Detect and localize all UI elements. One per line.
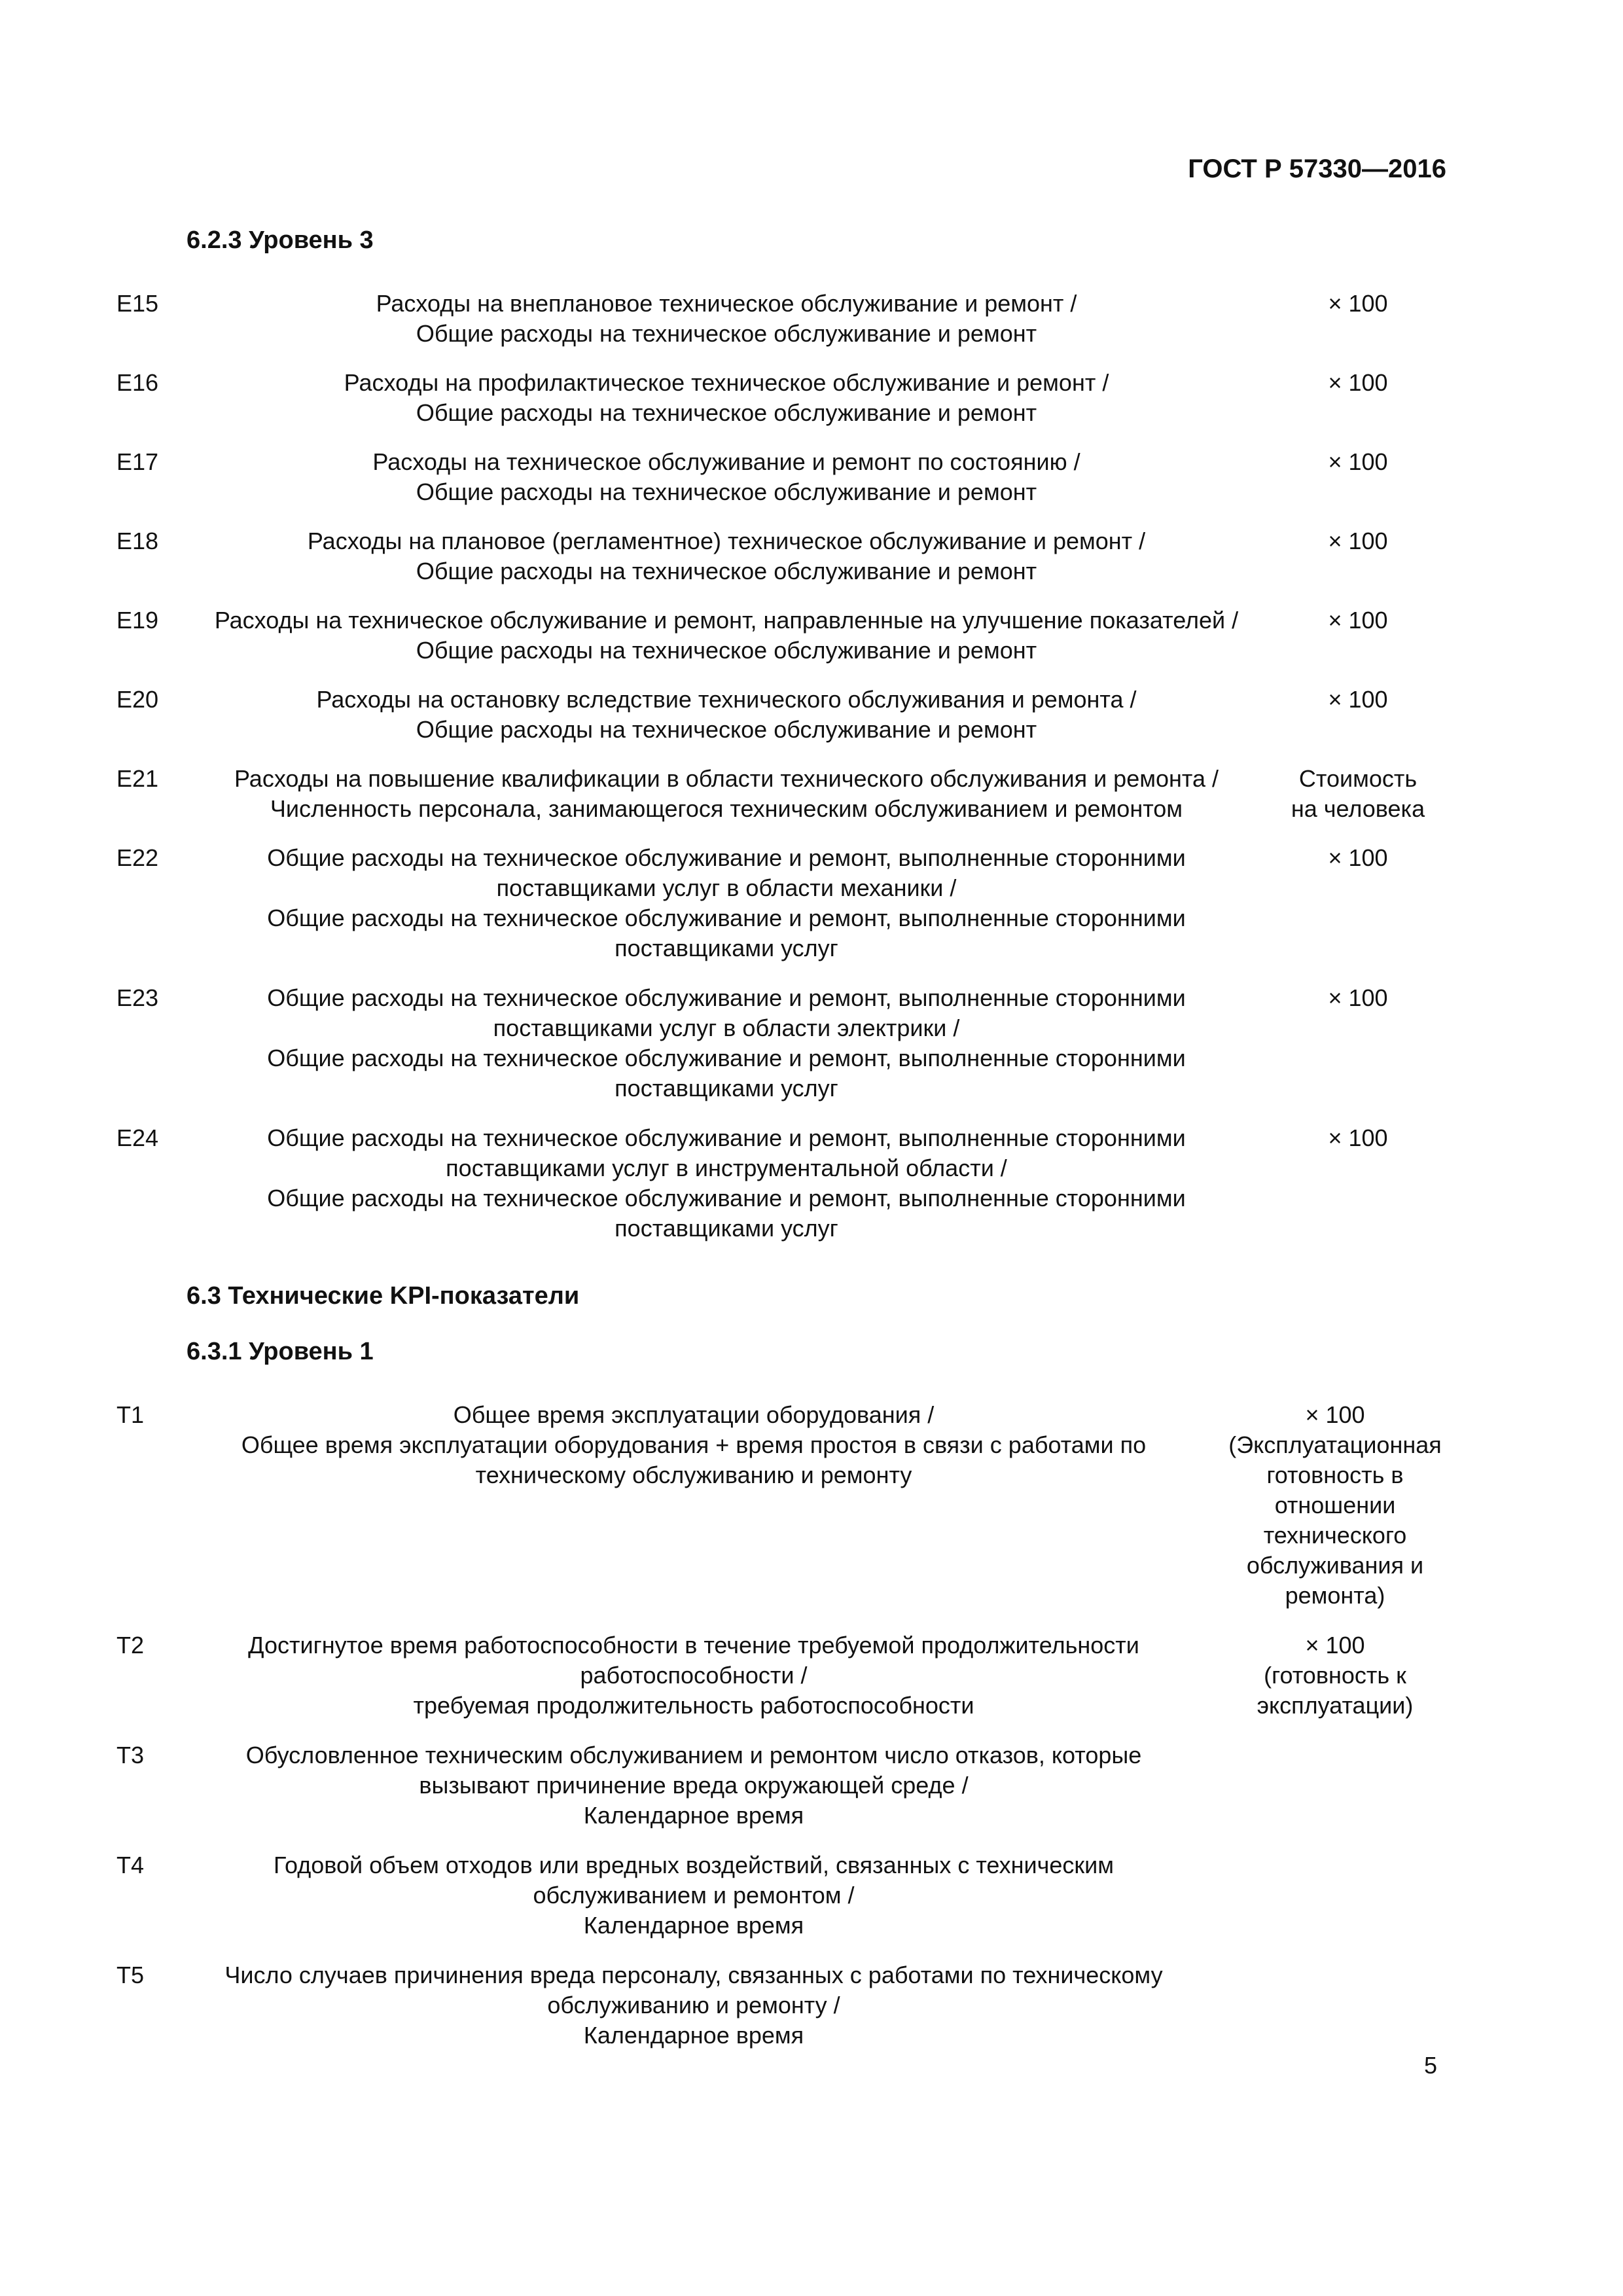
unit-line: обслуживания и (1246, 1552, 1424, 1579)
kpi-code: E19 (116, 607, 159, 634)
unit-line: (Эксплуатационная (1228, 1431, 1442, 1458)
formula-line: Расходы на остановку вследствие технического обслуживания и ремонта / (316, 686, 1137, 713)
formula-line: Общие расходы на техническое обслуживание и ремонт (416, 399, 1037, 426)
kpi-formula (190, 1123, 1263, 1244)
kpi-formula (190, 1400, 1198, 1490)
kpi-row-e24 (111, 1123, 1446, 1263)
kpi-code: E23 (116, 984, 159, 1011)
kpi-formula (190, 764, 1263, 824)
formula-line: поставщиками услуг (615, 1215, 838, 1242)
kpi-row-e20 (111, 685, 1446, 764)
formula-line: Календарное время (583, 1912, 804, 1939)
formula-line: Расходы на профилактическое техническое обслуживание и ремонт / (344, 369, 1109, 396)
kpi-code: E15 (116, 290, 159, 317)
formula-line: Расходы на техническое обслуживание и ремонт по состоянию / (372, 448, 1080, 475)
kpi-unit (1270, 526, 1446, 556)
unit-line: (готовность к (1264, 1662, 1406, 1689)
heading-tech-level1: 6.3.1 Уровень 1 (187, 1338, 374, 1365)
kpi-formula (190, 447, 1263, 507)
formula-line: поставщиками услуг в области механики / (496, 874, 957, 901)
page-number: 5 (1423, 2052, 1437, 2079)
kpi-formula (190, 685, 1263, 745)
formula-line: Общие расходы на техническое обслуживание и ремонт (416, 558, 1037, 584)
kpi-row-e23 (111, 983, 1446, 1123)
kpi-unit (1270, 605, 1446, 636)
kpi-formula (190, 1630, 1198, 1721)
formula-line: Общие расходы на техническое обслуживание и ремонт (416, 716, 1037, 743)
kpi-formula (190, 605, 1263, 666)
formula-line: Обусловленное техническим обслуживанием и ремонтом число отказов, которые (245, 1742, 1142, 1768)
kpi-code: T4 (116, 1852, 145, 1878)
heading-technical-kpi: 6.3 Технические KPI-показатели (187, 1282, 580, 1310)
kpi-code: E17 (116, 448, 159, 475)
unit-line: × 100 (1305, 1632, 1365, 1659)
kpi-code: E21 (116, 765, 159, 792)
formula-line: Общие расходы на техническое обслуживание и ремонт, выполненные сторонними (267, 1124, 1186, 1151)
formula-line: Общие расходы на техническое обслуживание и ремонт, выполненные сторонними (267, 1045, 1186, 1071)
kpi-row-e18 (111, 526, 1446, 605)
kpi-row-e19 (111, 605, 1446, 685)
formula-line: Численность персонала, занимающегося техническим обслуживанием и ремонтом (270, 795, 1183, 822)
unit-line: Стоимость (1298, 765, 1418, 792)
kpi-code: T2 (116, 1632, 145, 1659)
kpi-unit (1270, 843, 1446, 873)
unit-line: × 100 (1328, 1124, 1388, 1151)
kpi-row-e21 (111, 764, 1446, 843)
kpi-formula (190, 843, 1263, 963)
kpi-formula (190, 368, 1263, 428)
formula-line: обслуживанию и ремонту / (547, 1992, 840, 2018)
formula-line: Общие расходы на техническое обслуживание и ремонт (416, 320, 1037, 347)
kpi-list-e (111, 289, 1446, 1263)
formula-line: техническому обслуживанию и ремонту (475, 1462, 912, 1488)
formula-line: поставщиками услуг (615, 935, 838, 961)
formula-line: Календарное время (583, 2022, 804, 2049)
unit-line: × 100 (1328, 448, 1388, 475)
unit-line: отношении (1274, 1492, 1396, 1518)
formula-line: Календарное время (583, 1802, 804, 1829)
kpi-row-t2 (111, 1630, 1446, 1740)
kpi-code: E20 (116, 686, 159, 713)
kpi-unit (1270, 685, 1446, 715)
formula-line: Общие расходы на техническое обслуживание и ремонт, выполненные сторонними (267, 844, 1186, 871)
unit-line: × 100 (1328, 844, 1388, 871)
kpi-formula (190, 983, 1263, 1103)
formula-line: поставщиками услуг (615, 1075, 838, 1102)
formula-line: Расходы на плановое (регламентное) техническое обслуживание и ремонт / (307, 528, 1146, 554)
kpi-code: T5 (116, 1962, 145, 1988)
formula-line: работоспособности / (580, 1662, 808, 1689)
formula-line: Общие расходы на техническое обслуживание и ремонт (416, 478, 1037, 505)
formula-line: поставщиками услуг в области электрики / (493, 1014, 960, 1041)
unit-line: × 100 (1328, 528, 1388, 554)
kpi-row-t3 (111, 1740, 1446, 1850)
kpi-formula (190, 1960, 1198, 2051)
unit-line: на человека (1291, 795, 1425, 822)
formula-line: Общие расходы на техническое обслуживание и ремонт (416, 637, 1037, 664)
formula-line: Общее время эксплуатации оборудования + время простоя в связи с работами по (241, 1431, 1147, 1458)
formula-line: поставщиками услуг в инструментальной области / (446, 1155, 1007, 1181)
formula-line: Расходы на техническое обслуживание и ремонт, направленные на улучшение показателей / (214, 607, 1239, 634)
kpi-formula (190, 289, 1263, 349)
formula-line: вызывают причинение вреда окружающей среде / (419, 1772, 969, 1799)
formula-line: Годовой объем отходов или вредных воздействий, связанных с техническим (273, 1852, 1115, 1878)
unit-line: ремонта) (1285, 1582, 1385, 1609)
kpi-code: E22 (116, 844, 159, 871)
unit-line: готовность в (1266, 1462, 1404, 1488)
kpi-code: E18 (116, 528, 159, 554)
unit-line: × 100 (1328, 369, 1388, 396)
kpi-unit (1270, 983, 1446, 1013)
kpi-row-e17 (111, 447, 1446, 526)
unit-line: технического (1263, 1522, 1407, 1549)
kpi-code: T3 (116, 1742, 145, 1768)
kpi-row-t5 (111, 1960, 1446, 2070)
formula-line: Расходы на повышение квалификации в области технического обслуживания и ремонта / (234, 765, 1219, 792)
unit-line: × 100 (1328, 686, 1388, 713)
formula-line: Общее время эксплуатации оборудования / (453, 1401, 935, 1428)
kpi-row-t1 (111, 1400, 1446, 1630)
formula-line: Общие расходы на техническое обслуживание и ремонт, выполненные сторонними (267, 905, 1186, 931)
formula-line: Общие расходы на техническое обслуживание и ремонт, выполненные сторонними (267, 1185, 1186, 1211)
kpi-code: E24 (116, 1124, 159, 1151)
formula-line: обслуживанием и ремонтом / (533, 1882, 855, 1909)
unit-line: × 100 (1328, 607, 1388, 634)
kpi-code: T1 (116, 1401, 145, 1428)
heading-level3: 6.2.3 Уровень 3 (187, 226, 374, 254)
kpi-formula (190, 1740, 1198, 1831)
kpi-unit (1270, 1123, 1446, 1153)
unit-line: × 100 (1328, 984, 1388, 1011)
formula-line: Достигнутое время работоспособности в течение требуемой продолжительности (248, 1632, 1139, 1659)
kpi-row-e15 (111, 289, 1446, 368)
kpi-formula (190, 526, 1263, 586)
kpi-row-e16 (111, 368, 1446, 447)
doc-code: ГОСТ Р 57330—2016 (1188, 154, 1446, 183)
formula-line: Число случаев причинения вреда персоналу, связанных с работами по техническому (224, 1962, 1163, 1988)
kpi-row-t4 (111, 1850, 1446, 1960)
kpi-unit (1211, 1400, 1459, 1611)
kpi-code: E16 (116, 369, 159, 396)
kpi-unit (1270, 447, 1446, 477)
kpi-list-t (111, 1400, 1446, 2070)
kpi-unit (1270, 368, 1446, 398)
kpi-unit (1211, 1630, 1459, 1721)
formula-line: Расходы на внеплановое техническое обслуживание и ремонт / (376, 290, 1077, 317)
unit-line: × 100 (1328, 290, 1388, 317)
unit-line: × 100 (1305, 1401, 1365, 1428)
kpi-formula (190, 1850, 1198, 1941)
formula-line: требуемая продолжительность работоспособности (413, 1692, 974, 1719)
kpi-row-e22 (111, 843, 1446, 983)
formula-line: Общие расходы на техническое обслуживание и ремонт, выполненные сторонними (267, 984, 1186, 1011)
kpi-unit (1270, 289, 1446, 319)
kpi-unit (1270, 764, 1446, 824)
unit-line: эксплуатации) (1257, 1692, 1414, 1719)
